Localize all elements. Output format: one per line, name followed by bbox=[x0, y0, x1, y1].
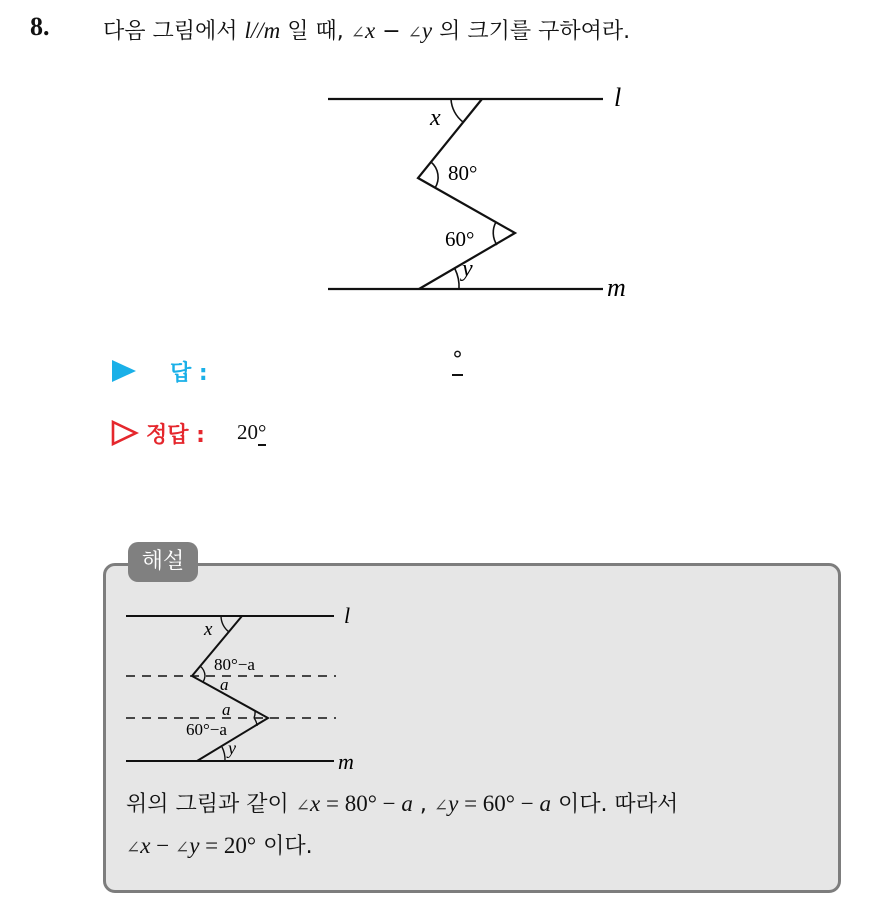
conc-minus: − bbox=[150, 833, 175, 858]
conc-eq: = 20° bbox=[199, 833, 257, 858]
sol-line1-suffix: 이다. 따라서 bbox=[550, 792, 679, 817]
sol-arc-x bbox=[221, 616, 229, 632]
eq1-var: a bbox=[401, 791, 413, 816]
var-x: x bbox=[365, 18, 376, 43]
eq2-var: a bbox=[539, 791, 551, 816]
angle-60-label: 60° bbox=[445, 227, 475, 251]
angle-symbol: ∠ bbox=[126, 838, 141, 858]
eq1-right: = 80° − bbox=[320, 791, 402, 816]
eq2-right: = 60° − bbox=[458, 791, 540, 816]
minus-sign: − bbox=[375, 19, 408, 44]
question-text-prefix: 다음 그림에서 bbox=[103, 19, 245, 44]
angle-symbol: ∠ bbox=[350, 23, 366, 43]
sol-arc-80a bbox=[200, 666, 205, 676]
question-text-suffix: 의 크기를 구하여라. bbox=[432, 19, 631, 44]
sol-arc-y bbox=[222, 747, 225, 761]
conc-y: y bbox=[189, 833, 200, 858]
angle-symbol: ∠ bbox=[433, 796, 449, 816]
solution-tag: 해설 bbox=[128, 542, 198, 582]
answer-arrow-icon bbox=[111, 359, 137, 383]
var-y: y bbox=[421, 18, 433, 43]
sol-label-x: x bbox=[204, 619, 213, 640]
sol-label-l: l bbox=[344, 603, 351, 628]
key-label: 정답 : bbox=[146, 423, 205, 448]
answer-unit[interactable]: ° bbox=[452, 350, 463, 376]
angle-symbol: ∠ bbox=[407, 23, 422, 43]
question-number: 8. bbox=[30, 12, 50, 41]
arc-x bbox=[451, 99, 463, 122]
question-figure bbox=[0, 0, 884, 330]
sol-arc-a2 bbox=[254, 711, 255, 718]
label-m: m bbox=[607, 273, 626, 302]
sol-label-a2: a bbox=[222, 700, 231, 719]
key-unit: ° bbox=[258, 420, 267, 444]
sol-angle-60a: 60°−a bbox=[186, 720, 227, 739]
answer-label: 답 : bbox=[170, 361, 208, 386]
solution-line-1 bbox=[126, 784, 836, 826]
solution-figure bbox=[0, 590, 884, 780]
sol-label-m: m bbox=[338, 749, 354, 774]
label-l: l bbox=[614, 83, 622, 112]
sol-prefix: 위의 그림과 같이 bbox=[126, 792, 296, 817]
sol-line2-suffix: 이다. bbox=[256, 834, 313, 859]
sol-label-y: y bbox=[228, 738, 236, 758]
key-value bbox=[237, 420, 266, 445]
parallel-expression: l//m bbox=[244, 18, 281, 43]
angle-symbol: ∠ bbox=[295, 796, 310, 816]
sol-label-a1: a bbox=[220, 675, 229, 694]
eq2-left: y bbox=[448, 791, 459, 816]
key-arrow-icon bbox=[111, 420, 139, 446]
sol-arc-a1 bbox=[203, 676, 205, 682]
eq1-left: x bbox=[310, 791, 321, 816]
label-y: y bbox=[462, 256, 473, 282]
angle-80-label: 80° bbox=[448, 161, 478, 185]
key-number: 20 bbox=[237, 420, 258, 444]
solution-line-2 bbox=[126, 826, 836, 868]
conc-x: x bbox=[140, 833, 151, 858]
arc-60 bbox=[493, 222, 497, 245]
solution-text bbox=[126, 784, 836, 868]
arc-80 bbox=[431, 162, 438, 188]
question-text-mid: 일 때, bbox=[280, 19, 351, 44]
sol-angle-80a: 80°−a bbox=[214, 655, 255, 674]
label-x: x bbox=[430, 105, 441, 131]
angle-symbol: ∠ bbox=[174, 838, 190, 858]
arc-y bbox=[455, 269, 459, 289]
sol-comma: , bbox=[412, 792, 434, 817]
